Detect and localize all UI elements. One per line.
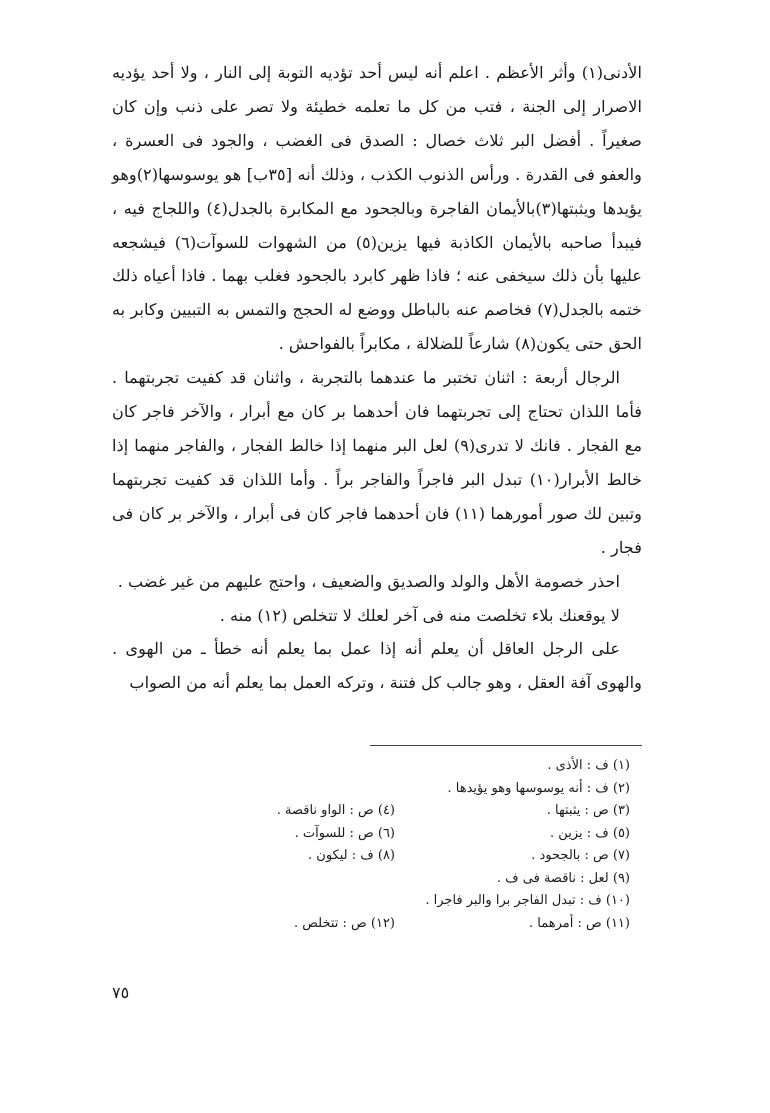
main-text [112,56,642,700]
footnote-row [160,800,630,823]
footnote: (٨) ف : ليكون . [308,848,395,863]
footnote-row [160,778,630,801]
footnote: (٦) ص : للسوآت . [294,825,395,841]
footnote: (٢) ف : أنه يوسوسها وهو يؤيدها . [447,780,630,796]
footnotes [160,755,630,935]
footnote-row [160,890,630,913]
paragraph: الرجال أربعة : اثنان تختبر ما عندهما بالتجربة ، واثنان قد كفيت تجربتهما . فأما اللذان تحتاج إلى تجربتهما فان أحدهما بر كان مع أبرار ، والآخر فاجر كان مع الفجار . فانك لا تدرى(٩) لعل البر منهما إذا خالط الفجار ، والفاجر منهما إذا خالط الأبرار(١٠) تبدل البر فاجراً والفاجر براً . وأما اللذان قد كفيت تجربتهما وتبين لك صور أمورهما (١١) فان أحدهما فاجر كان فى أبرار ، والآخر بر كان فى فجار . [112,368,642,557]
footnote: (٣) ص : يثبتها . [546,803,630,818]
footnote-row [160,868,630,891]
footnote-row [160,913,630,936]
footnote: (١٠) ف : تبدل الفاجر برا والبر فاجرا . [425,893,630,908]
footnote-row [160,823,630,846]
footnote: (١٢) ص : تتخلص . [293,915,395,931]
footnote: (١١) ص : أمرهما . [529,915,630,931]
footnote: (٧) ص : بالجحود . [531,848,630,863]
footnote: (١) ف : الأذى . [547,758,630,773]
paragraph: الأدنى(١) وأثر الأعظم . اعلم أنه ليس أحد تؤديه التوبة إلى النار ، ولا أحد يؤديه الاصرار إلى الجنة ، فتب من كل ما تعلمه خطيئة ولا تصر على ذنب وإن كان صغيراً . أفضل البر ثلاث خصال : الصدق فى الغضب ، والجود فى العسرة ، والعفو فى القدرة . ورأس الذنوب الكذب ، وذلك أنه [٣٥ب] هو يوسوسها(٢)وهو يؤيدها ويثبتها(٣)بالأيمان الفاجرة وبالجحود مع المكابرة بالجدل(٤) واللجاج فيه ، فيبدأ صاحبه بالأيمان الكاذبة فيها يزين(٥) من الشهوات للسوآت(٦) فيشجعه عليها بأن ذلك سيخفى عنه ؛ فاذا ظهر كابرد بالجحود فغلب بهما . فاذا أعياه ذلك ختمه بالجدل(٧) فخاصم عنه بالباطل ووضع له الحجج والتمس به التبيين وكابر به الحق حتى يكون(٨) شارعاً للضلالة ، مكابراً بالفواحش . [112,63,643,354]
paragraph: لا يوقعنك بلاء تخلصت منه فى آخر لعلك لا تتخلص (١٢) منه . [219,605,620,625]
footnote-row [160,755,630,778]
footnote: (٤) ص : الواو ناقصة . [276,803,395,818]
page-number: ٧٥ [112,983,130,1002]
footnote: (٩) لعل : ناقصة فى ف . [496,870,630,886]
footnote-divider [370,745,642,746]
paragraph: على الرجل العاقل أن يعلم أنه إذا عمل بما يعلم أنه خطأ ـ من الهوى . والهوى آفة العقل ، وهو جالب كل فتنة ، وتركه العمل بما يعلم أنه من الصواب [112,639,642,693]
footnote: (٥) ف : يزين . [550,825,630,841]
paragraph: احذر خصومة الأهل والولد والصديق والضعيف ، واحتج عليهم من غير غضب . [117,571,620,591]
footnote-row [160,845,630,868]
